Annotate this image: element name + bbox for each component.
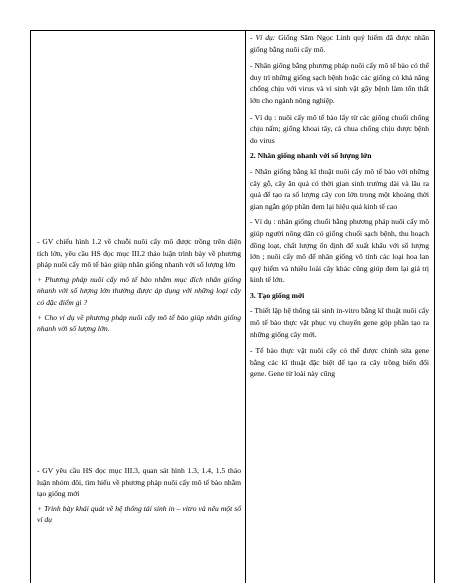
document-table — [30, 30, 435, 583]
section-heading: 3. Tạo giống mới — [250, 290, 305, 300]
content-block — [250, 32, 429, 380]
activity-block-2 — [37, 465, 241, 526]
example-paragraph: - Ví dụ: Giống Sâm Ngọc Linh quý hiếm đã được nhân giống bằng nuôi cấy mô. — [250, 33, 429, 54]
content-column — [246, 31, 434, 583]
activity-block-1 — [37, 236, 241, 335]
example-paragraph: - Ví dụ : nhân giống chuối bằng phương pháp nuôi cấy mô giúp người nông dân có giống chuối sạch bệnh, thu hoạch đồng loạt, chất lượng ổn định để xuất khẩu với số lượng lớn ; nuôi cấy mô để nhân giống vô tính các loại hoa lan quý hiếm và nhiều loài cây khác cũng giúp đem lại giá trị kinh tế lớn. — [250, 217, 429, 285]
section-heading: 2. Nhân giống nhanh với số lượng lớn — [250, 151, 372, 161]
activity-instruction: - GV chiếu hình 1.2 về chuỗi nuôi cấy mô được trồng trên diện tích lớn, yêu cầu HS đọc mục III.2 thảo luận trình bày về phương pháp nuôi cấy mô tế bào giúp nhân giống nhanh với số lượng lớn — [37, 237, 241, 270]
activity-question: + Phương pháp nuôi cấy mô tế bào nhằm mục đích nhân giống nhanh với số lượng lớn thường được áp dụng với những loại cây có đặc điểm gì ? — [37, 274, 241, 307]
content-paragraph: - Thiết lập hệ thống tái sinh in-vitro bằng kĩ thuật nuôi cấy mô tế bào thực vật phục vụ chuyển gene góp phần tạo ra những giống cây mới. — [250, 306, 429, 339]
content-paragraph: - Nhân giống bằng phương pháp nuôi cấy mô tế bào có thể duy trì những giống sạch bệnh hoặc các giống có khả năng chống chịu với virus và vi sinh vật gây bệnh làm tổn thất lớn cho ngành nông nghiệp. — [250, 61, 429, 105]
activity-question: + Trình bày khái quát về hệ thống tái sinh in – vitro và nêu một số ví dụ — [37, 503, 241, 525]
teacher-activity-column — [31, 31, 245, 583]
activity-instruction: - GV yêu cầu HS đọc mục III.3, quan sát hình 1.3, 1.4, 1.5 thảo luận nhóm đôi, tìm hiểu về phương pháp nuôi cấy mô tế bào nhằm tạo giống mới — [37, 466, 241, 499]
activity-question: + Cho ví dụ về phương pháp nuôi cấy mô tế bào giúp nhân giống nhanh với số lượng lớn. — [37, 312, 241, 334]
example-paragraph: - Ví dụ : nuôi cấy mô tế bào lấy từ các giống chuối chống chịu nấm; giống khoai tây, cà chua chống chịu được bệnh do virus — [250, 112, 429, 145]
content-paragraph: - Tế bào thực vật nuôi cấy có thể được chỉnh sửa gene bằng các kĩ thuật đặc biệt để tạo ra cây trồng biến đổi gene. Gene từ loài này cũng — [250, 346, 429, 379]
content-paragraph: - Nhân giống bằng kĩ thuật nuôi cấy mô tế bào với những cây gỗ, cây ăn quả có thời gian sinh trưởng dài và lâu ra quả để tạo ra số lượng cây con lớn trong một khoảng thời gian ngắn góp phần đem lại hiệu quả kinh tế cao — [250, 166, 429, 211]
